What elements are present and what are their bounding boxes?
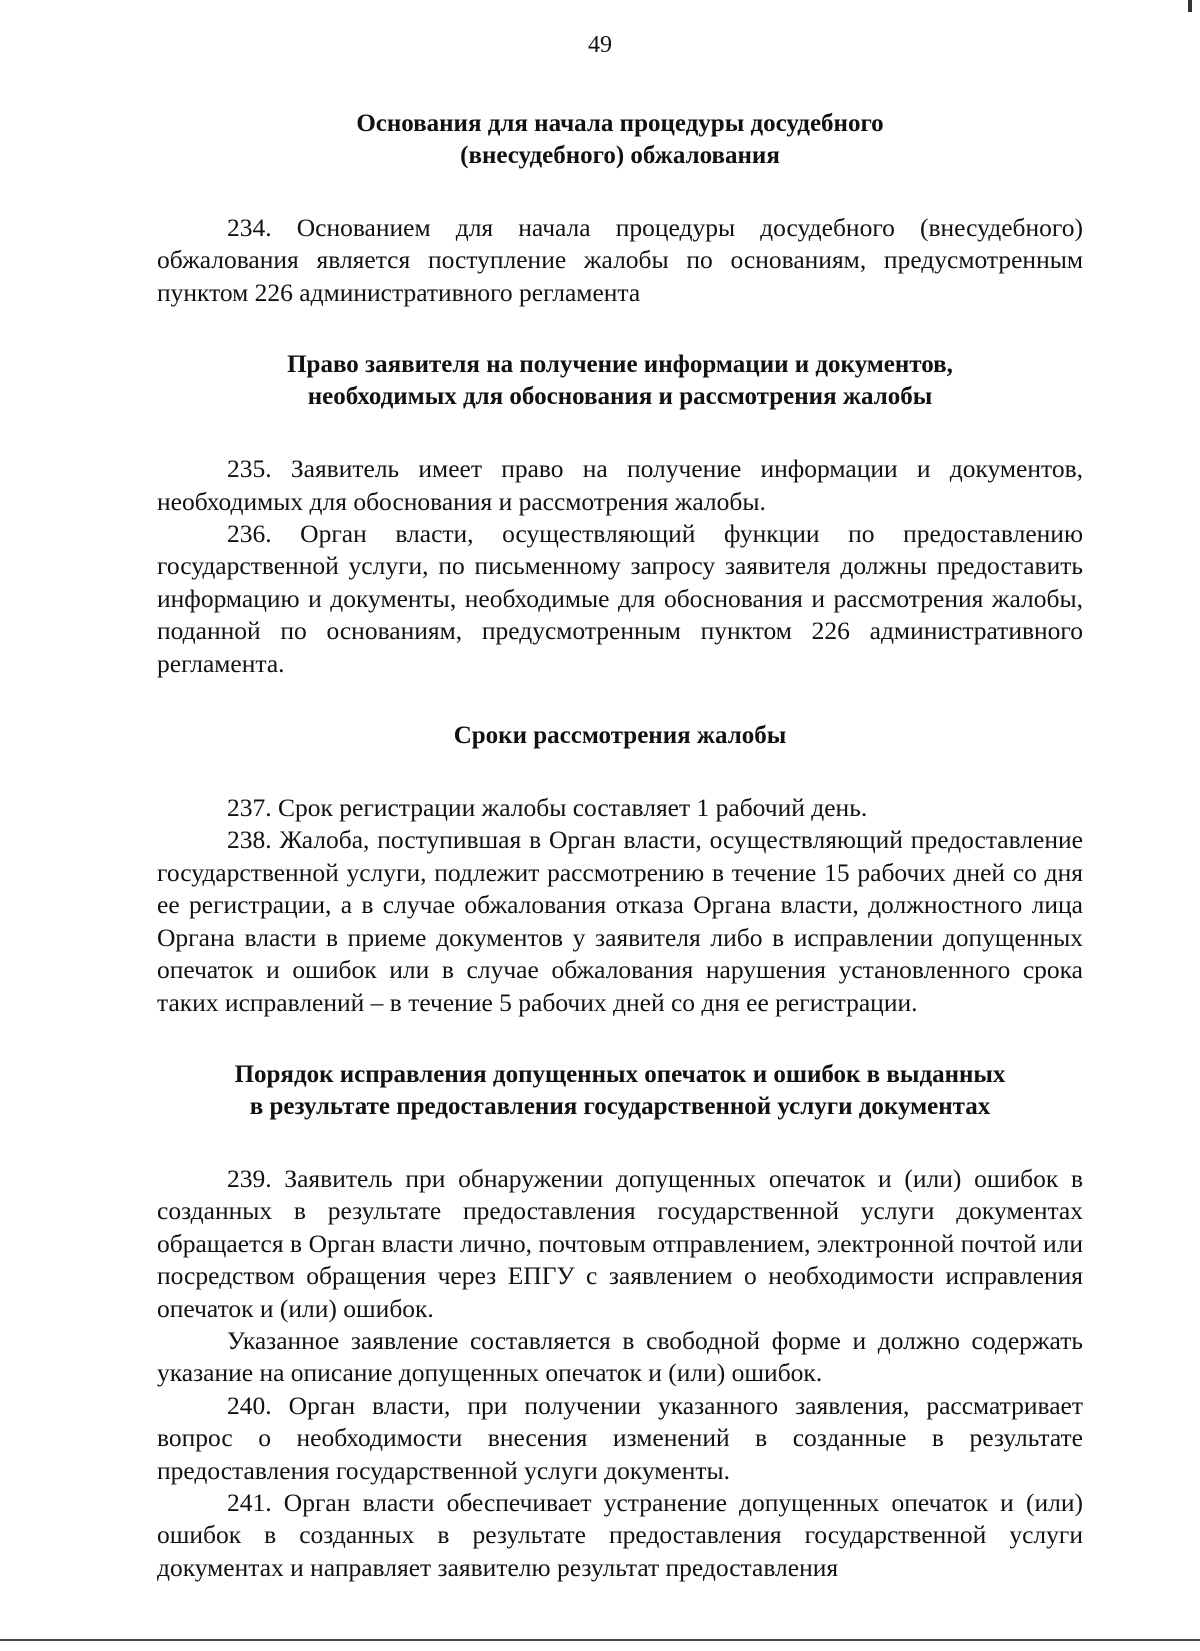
- paragraph-237: 237. Срок регистрации жалобы составляет 1 рабочий день.: [227, 793, 868, 823]
- paragraph-239: 239. Заявитель при обнаружении допущенных опечаток и (или) ошибок в созданных в результате предоставления государственной услуги документах обращается в Орган власти лично, почтовым отправлением, электронной почтой или посредством обращения через ЕПГУ с заявлением о необходимости исправления опечаток и (или) ошибок.: [157, 1163, 1083, 1323]
- scan-edge-line: [0, 1639, 1200, 1641]
- paragraph-240: 240. Орган власти, при получении указанного заявления, рассматривает вопрос о необходимости внесения изменений в созданные в результате предоставления государственной услуги документы.: [157, 1390, 1083, 1485]
- page-number: 49: [588, 32, 612, 58]
- paragraph-statement-form: Указанное заявление составляется в свободной форме и должно содержать указание на описание допущенных опечаток и (или) ошибок.: [157, 1325, 1083, 1388]
- paragraph-241: 241. Орган власти обеспечивает устранение допущенных опечаток и (или) ошибок в созданных в результате предоставления государственной услуги документах и направляет заявителю результат предоставления: [157, 1487, 1083, 1582]
- section-heading: Право заявителя на получение информации и документов, необходимых для обоснования и рассмотрения жалобы: [287, 351, 953, 411]
- section-heading: Порядок исправления допущенных опечаток и ошибок в выданных в результате предоставления государственной услуги документах: [234, 1060, 1006, 1120]
- section-review-terms: [157, 720, 1083, 1019]
- document-body: [157, 108, 1083, 1584]
- section-right-to-information: [157, 349, 1083, 680]
- scan-edge-mark: [1188, 0, 1192, 12]
- paragraph-234: 234. Основанием для начала процедуры досудебного (внесудебного) обжалования является поступление жалобы по основаниям, предусмотренным пунктом 226 административного регламента: [157, 213, 1083, 307]
- section-heading: Основания для начала процедуры досудебного (внесудебного) обжалования: [356, 110, 884, 169]
- section-grounds-appeal: [157, 108, 1083, 309]
- section-heading: Сроки рассмотрения жалобы: [453, 722, 787, 750]
- paragraph-236: 236. Орган власти, осуществляющий функции по предоставлению государственной услуги, по письменному запросу заявителя должны предоставить информацию и документы, необходимые для обоснования и рассмотрения жалобы, поданной по основаниям, предусмотренным пунктом 226 административного регламента.: [157, 519, 1083, 678]
- paragraph-235: 235. Заявитель имеет право на получение информации и документов, необходимых для обоснования и рассмотрения жалобы.: [157, 454, 1083, 516]
- section-error-correction: [157, 1059, 1083, 1584]
- paragraph-238: 238. Жалоба, поступившая в Орган власти, осуществляющий предоставление государственной услуги, подлежит рассмотрению в течение 15 рабочих дней со дня ее регистрации, а в случае обжалования отказа Органа власти, должностного лица Органа власти в приеме документов у заявителя либо в исправлении допущенных опечаток и ошибок или в случае обжалования нарушения установленного срока таких исправлений – в течение 5 рабочих дней со дня ее регистрации.: [157, 825, 1083, 1017]
